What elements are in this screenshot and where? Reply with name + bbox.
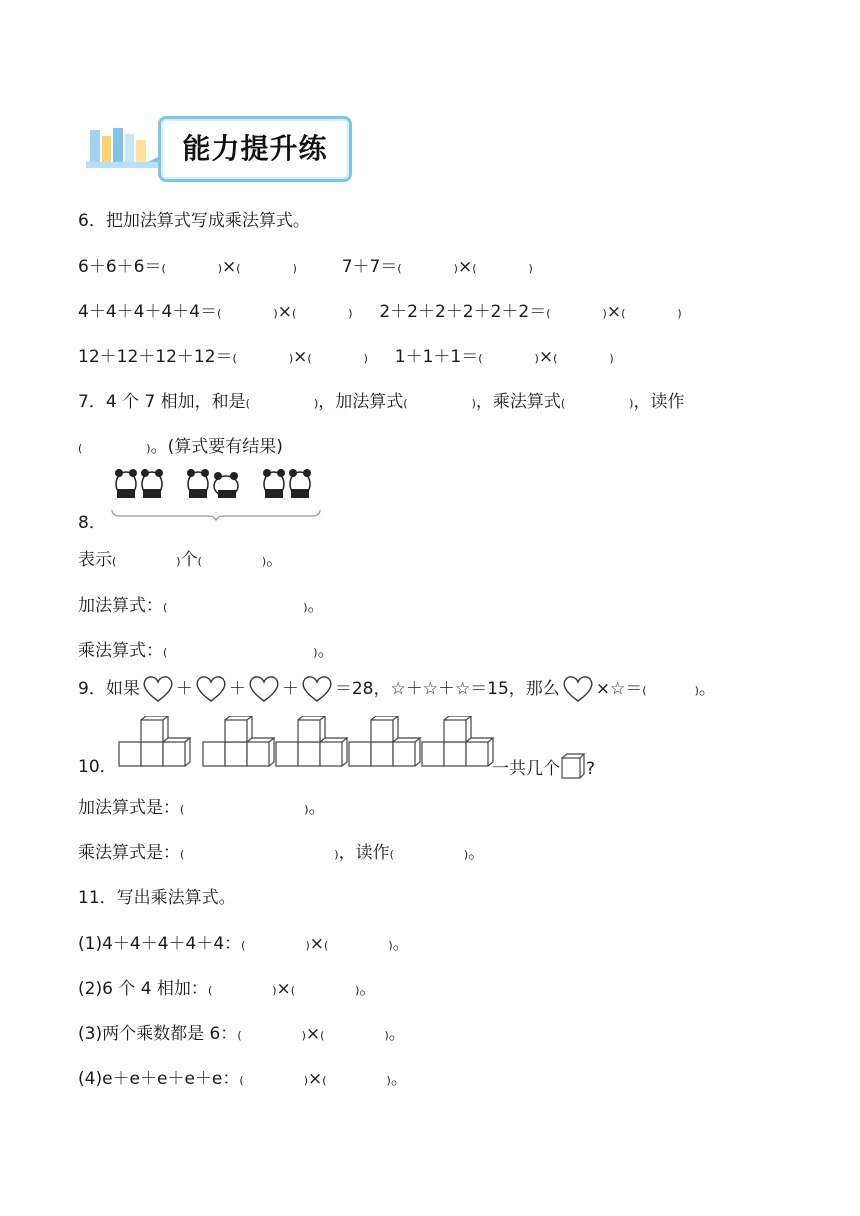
paren: ( [472, 262, 477, 275]
period: 。 [392, 934, 410, 954]
q7-part2: ，加法算式 [318, 392, 404, 412]
paren: ( [197, 555, 202, 568]
paren: ( [291, 307, 297, 320]
banner-box [158, 116, 352, 182]
paren: ( [290, 984, 296, 997]
paren: ) [146, 442, 151, 455]
q8-mul-label: 乘法算式： [78, 641, 163, 661]
paren: ) [677, 307, 682, 320]
paren: ) [303, 1074, 308, 1087]
heart-icon [193, 674, 229, 704]
paren: ( [397, 262, 402, 275]
q6-r1a: 6＋6＋6＝ [78, 257, 162, 277]
paren: ( [78, 442, 83, 455]
q10-mul [78, 838, 485, 863]
paren: ( [245, 397, 250, 410]
period: 。 [307, 596, 325, 616]
paren: ) [334, 848, 339, 861]
q10-num: 10． [78, 757, 117, 777]
paren: ) [217, 262, 223, 275]
heart-icon [299, 674, 335, 704]
q6-r3a: 12＋12＋12＋12＝ [78, 347, 233, 367]
paren: ) [261, 555, 267, 568]
q11-i1: (1)4＋4＋4＋4＋4： [78, 934, 242, 954]
cube-icon [560, 752, 586, 780]
paren: ) [363, 352, 368, 365]
paren: ) [471, 397, 476, 410]
paren: ( [207, 984, 213, 997]
q11-i2: (2)6 个 4 相加： [78, 979, 208, 999]
paren: ) [609, 352, 614, 365]
paren: ( [217, 307, 222, 320]
q10-tail [492, 752, 595, 780]
paren: ( [163, 601, 168, 614]
paren: ) [384, 1029, 389, 1042]
heart-icon [140, 674, 176, 704]
paren: ) [629, 397, 634, 410]
times-sign: × [293, 347, 308, 367]
q11-title: 11．写出乘法算式。 [78, 888, 236, 908]
paren: ( [161, 262, 166, 275]
heart-icon [560, 674, 596, 704]
paren: ( [180, 848, 185, 861]
q11-item3 [78, 1019, 406, 1044]
question-mark: ? [586, 759, 596, 779]
times-sign: × [277, 302, 292, 322]
times-sign: × [606, 302, 622, 322]
paren: ) [528, 262, 533, 275]
q7-part5: 。(算式要有结果) [150, 437, 283, 457]
q9-a: 9．如果 [78, 679, 140, 699]
q7-part1: 7．4 个 7 相加，和是 [78, 392, 246, 412]
paren: ( [236, 262, 241, 275]
paren: ) [388, 939, 393, 952]
q11-item1 [78, 929, 410, 954]
times-sign: × [305, 1024, 321, 1044]
plus-sign: ＋ [281, 679, 299, 699]
banner-title: 能力提升练 [182, 132, 328, 165]
cube-stack [422, 716, 493, 766]
paren: ( [546, 307, 551, 320]
paren: ) [355, 984, 360, 997]
paren: ( [180, 803, 185, 816]
paren: ( [112, 555, 117, 568]
q8-num: 8． [78, 513, 106, 533]
heart-icon [246, 674, 282, 704]
q8-add-label: 加法算式： [78, 596, 163, 616]
paren: ) [273, 307, 278, 320]
brace-icon [112, 510, 320, 520]
q10-tail-text: 一共几个 [492, 759, 560, 779]
paren: ) [313, 397, 319, 410]
q6-r2b: 2＋2＋2＋2＋2＋2＝ [379, 302, 547, 322]
paren: ( [241, 939, 246, 952]
paren: ) [305, 939, 310, 952]
paren: ) [313, 646, 318, 659]
q8-l1c: 。 [266, 550, 284, 570]
paren: ( [389, 848, 394, 861]
panda-groups-illustration [108, 462, 324, 522]
paren: ( [478, 352, 483, 365]
q6-row2 [78, 297, 682, 322]
times-sign: × [307, 1069, 323, 1089]
paren: ( [239, 1074, 244, 1087]
q10-mul-label: 乘法算式是： [78, 843, 180, 863]
panda-icon [187, 469, 238, 498]
period: 。 [390, 1069, 408, 1089]
q6-row3 [78, 342, 614, 367]
paren: ) [272, 984, 277, 997]
plus-sign: ＋ [175, 679, 193, 699]
paren: ) [288, 352, 294, 365]
cube-stack [119, 716, 190, 766]
q8-line1 [78, 545, 283, 570]
q10-read: ，读作 [338, 843, 390, 863]
q7-line1 [78, 387, 684, 412]
cube-stacks-illustration [116, 716, 496, 772]
paren: ) [303, 601, 308, 614]
q9-line [78, 674, 716, 704]
q8-l1a: 表示 [78, 550, 112, 570]
paren: ( [324, 939, 329, 952]
panda-icon [263, 469, 311, 498]
paren: ( [560, 397, 566, 410]
times-sign: × [222, 257, 237, 277]
q11-i4: (4)e＋e＋e＋e＋e： [78, 1069, 240, 1089]
q7-line2 [78, 432, 283, 457]
paren: ( [322, 1074, 327, 1087]
q11-i3: (3)两个乘数都是 6： [78, 1024, 238, 1044]
times-sign: × [309, 934, 325, 954]
paren: ) [694, 684, 699, 697]
q7-part4: ，读作 [633, 392, 685, 412]
q6-r2a: 4＋4＋4＋4＋4＝ [78, 302, 218, 322]
paren: ) [602, 307, 607, 320]
times-sign: × [538, 347, 554, 367]
paren: ) [534, 352, 539, 365]
books-icon [86, 116, 164, 176]
q9-c: ×☆＝ [595, 679, 643, 699]
cube-stack [276, 716, 347, 766]
period: 。 [698, 679, 716, 699]
q8-add [78, 591, 325, 616]
paren: ( [237, 1029, 242, 1042]
panda-icon [115, 469, 163, 498]
q11-item2 [78, 974, 376, 999]
section-banner [86, 116, 348, 180]
cube-stack [203, 716, 274, 766]
paren: ( [163, 646, 168, 659]
q7-part3: ，乘法算式 [475, 392, 561, 412]
times-sign: × [276, 979, 291, 999]
q6-r1b: 7＋7＝ [341, 257, 398, 277]
paren: ( [403, 397, 408, 410]
q6-r3b: 1＋1＋1＝ [394, 347, 479, 367]
q6-row1 [78, 252, 533, 277]
q8-mul [78, 636, 335, 661]
period: 。 [317, 641, 335, 661]
paren: ( [307, 352, 312, 365]
times-sign: × [457, 257, 473, 277]
paren: ) [304, 803, 309, 816]
paren: ) [301, 1029, 306, 1042]
paren: ) [386, 1074, 391, 1087]
plus-sign: ＋ [228, 679, 246, 699]
q11-item4 [78, 1064, 408, 1089]
paren: ( [621, 307, 626, 320]
paren: ( [642, 684, 647, 697]
paren: ( [232, 352, 237, 365]
cube-stack [349, 716, 420, 766]
q10-add [78, 793, 326, 818]
paren: ( [553, 352, 558, 365]
period: 。 [388, 1024, 406, 1044]
paren: ( [320, 1029, 325, 1042]
period: 。 [468, 843, 486, 863]
q6-title: 6．把加法算式写成乘法算式。 [78, 211, 310, 231]
q8-l1b: 个 [180, 550, 198, 570]
paren: ) [292, 262, 297, 275]
paren: ) [176, 555, 181, 568]
q9-b: ＝28，☆＋☆＋☆＝15，那么 [334, 679, 560, 699]
period: 。 [359, 979, 377, 999]
paren: ) [453, 262, 458, 275]
period: 。 [308, 798, 326, 818]
paren: ) [463, 848, 469, 861]
paren: ) [348, 307, 353, 320]
q10-add-label: 加法算式是： [78, 798, 180, 818]
